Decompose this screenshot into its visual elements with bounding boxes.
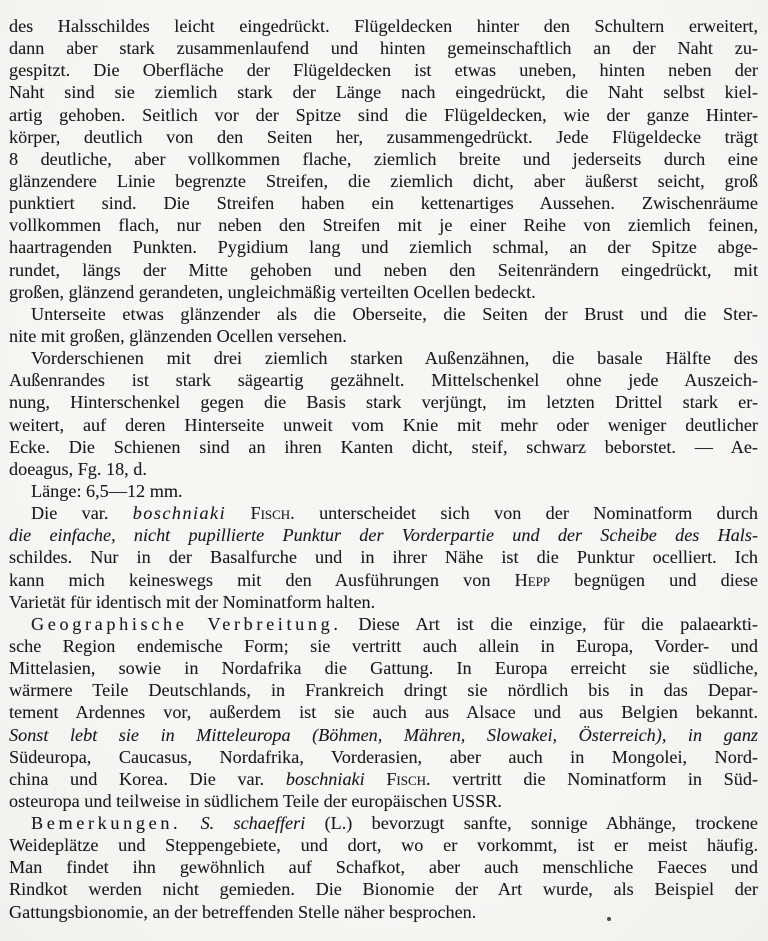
- text-segment: nung, Hinterschenkel gegen die Basis stark verjüngt, im letzten Drittel stark er-: [9, 392, 758, 413]
- text-segment: Mittelasien, sowie in Nordafrika die Gattung. In Europa erreicht sie südliche,: [9, 658, 758, 679]
- ink-speck: [607, 917, 611, 921]
- text-segment: vertritt die Nominatform in Süd-: [430, 768, 758, 789]
- text-segment: sche Region endemische Form; sie vertritt auch allein in Europa, Vorder- und: [9, 635, 758, 656]
- text-line: [9, 856, 758, 878]
- text-segment: [365, 769, 387, 789]
- text-line: [9, 104, 758, 126]
- text-line: [9, 192, 758, 214]
- text-segment: Vorderschienen mit drei ziemlich starken Außenzähnen, die basale Hälfte des: [31, 348, 758, 369]
- text-line: [9, 59, 758, 81]
- text-line: [9, 502, 758, 524]
- text-segment: weitert, auf deren Hinterseite unweit vom Knie mit mehr oder weniger deutlicher: [9, 414, 758, 435]
- text-line: [9, 81, 758, 103]
- text-line: [9, 901, 758, 923]
- paragraph: [9, 812, 758, 923]
- paragraph: [9, 480, 758, 502]
- text-segment: Bemerkungen.: [31, 813, 182, 834]
- text-line: [9, 458, 758, 480]
- text-line: [9, 37, 758, 59]
- paragraph: [9, 303, 758, 347]
- text-segment: Man findet ihn gewöhnlich auf Schafkot, aber auch menschliche Faeces und: [9, 857, 758, 878]
- text-segment: Diese Art ist die einzige, für die palaearkti-: [341, 613, 758, 634]
- text-line: [9, 657, 758, 679]
- text-segment: Varietät für identisch mit der Nominatform halten.: [9, 591, 376, 612]
- text-segment: dann aber stark zusammenlaufend und hinten gemeinschaftlich an der Naht zu-: [9, 38, 758, 59]
- text-line: [9, 480, 758, 502]
- text-line: [9, 126, 758, 148]
- text-line: [9, 414, 758, 436]
- text-line: [9, 170, 758, 192]
- text-segment: Sonst lebt sie in Mitteleuropa (Böhmen, Mähren, Slowakei, Österreich), in ganz: [9, 724, 758, 745]
- text-line: [9, 15, 758, 37]
- text-segment: begnügen und diese: [550, 569, 758, 590]
- text-segment: china und Korea. Die var.: [9, 768, 286, 789]
- text-segment: schildes. Nur in der Basalfurche und in ihrer Nähe ist die Punktur ocelliert. Ich: [9, 547, 758, 568]
- text-segment: rundet, längs der Mitte gehoben und neben den Seitenrändern eingedrückt, mit: [9, 259, 758, 280]
- text-segment: boschniaki: [285, 768, 365, 789]
- text-line: [9, 369, 758, 391]
- document-text: [9, 15, 758, 923]
- text-line: [9, 391, 758, 413]
- text-segment: Fisch.: [386, 768, 431, 789]
- text-segment: Die var.: [31, 503, 133, 524]
- text-line: [9, 724, 758, 746]
- text-line: [9, 347, 758, 369]
- text-segment: unterscheidet sich von der Nominatform durch: [294, 503, 758, 524]
- text-segment: Südeuropa, Caucasus, Nordafrika, Vorderasien, aber auch in Mongolei, Nord-: [9, 746, 758, 767]
- text-segment: Gattungsbionomie, an der betreffenden Stelle näher besprochen.: [9, 901, 477, 922]
- text-segment: Naht sind sie ziemlich stark der Länge nach eingedrückt, die Naht selbst kiel-: [9, 82, 758, 103]
- text-line: [9, 768, 758, 790]
- text-line: [9, 148, 758, 170]
- paragraph: [9, 15, 758, 303]
- text-segment: glänzendere Linie begrenzte Streifen, die ziemlich dicht, aber äußerst seicht, groß: [9, 170, 758, 191]
- text-segment: Fisch.: [250, 503, 295, 524]
- text-segment: gespitzt. Die Oberfläche der Flügeldecken ist etwas uneben, hinten neben der: [9, 60, 758, 81]
- text-segment: [226, 503, 250, 523]
- text-segment: Länge: 6,5—12 mm.: [31, 480, 183, 501]
- text-segment: die einfache, nicht pupillierte Punktur der Vorderpartie und der Scheibe des Hals-: [9, 525, 758, 546]
- text-segment: (L.) bevorzugt sanfte, sonnige Abhänge, trockene: [305, 813, 758, 834]
- text-segment: [181, 813, 200, 833]
- text-segment: Ecke. Die Schienen sind an ihren Kanten dicht, steif, schwarz beborstet. — Ae-: [9, 436, 758, 457]
- text-segment: 8 deutliche, aber vollkommen flache, ziemlich breite und jederseits durch eine: [9, 148, 758, 169]
- text-segment: Hepp: [514, 569, 551, 590]
- text-line: [9, 679, 758, 701]
- paragraph: [9, 347, 758, 480]
- text-segment: wärmere Teile Deutschlands, in Frankreich dringt sie nördlich bis in das Depar-: [9, 680, 758, 701]
- text-segment: tement Ardennes vor, außerdem ist sie auch aus Alsace und aus Belgien bekannt.: [9, 702, 758, 723]
- text-segment: kann mich keineswegs mit den Ausführungen von: [9, 569, 515, 590]
- text-line: [9, 569, 758, 591]
- text-segment: Rindkot werden nicht gemieden. Die Bionomie der Art wurde, als Beispiel der: [9, 879, 758, 900]
- text-line: [9, 281, 758, 303]
- text-line: [9, 591, 758, 613]
- text-line: [9, 546, 758, 568]
- text-segment: Geographische Verbreitung.: [31, 613, 342, 634]
- text-line: [9, 613, 758, 635]
- paragraph: [9, 613, 758, 812]
- text-line: [9, 236, 758, 258]
- text-segment: vollkommen flach, nur neben den Streifen mit je einer Reihe von ziemlich feinen,: [9, 215, 758, 236]
- text-segment: haartragenden Punkten. Pygidium lang und ziemlich schmal, an der Spitze abge-: [9, 237, 758, 258]
- text-line: [9, 701, 758, 723]
- text-segment: S. schaefferi: [200, 813, 306, 834]
- text-segment: punktiert sind. Die Streifen haben ein kettenartiges Aussehen. Zwischenräume: [9, 193, 758, 214]
- text-segment: artig gehoben. Seitlich vor der Spitze sind die Flügeldecken, wie der ganze Hinter-: [9, 104, 758, 125]
- text-line: [9, 325, 758, 347]
- text-line: [9, 812, 758, 834]
- text-line: [9, 214, 758, 236]
- text-line: [9, 878, 758, 900]
- paragraph: [9, 502, 758, 613]
- text-segment: Weideplätze und Steppengebiete, und dort, wo er vorkommt, ist er meist häufig.: [9, 835, 758, 856]
- text-line: [9, 436, 758, 458]
- text-line: [9, 790, 758, 812]
- text-line: [9, 259, 758, 281]
- text-segment: osteuropa und teilweise in südlichem Teile der europäischen USSR.: [9, 790, 502, 811]
- text-segment: nite mit großen, glänzenden Ocellen versehen.: [9, 325, 347, 346]
- text-segment: boschniaki: [132, 503, 227, 524]
- text-line: [9, 524, 758, 546]
- text-segment: großen, glänzend gerandeten, ungleichmäßig verteilten Ocellen bedeckt.: [9, 281, 536, 302]
- text-segment: körper, deutlich von den Seiten her, zusammengedrückt. Jede Flügeldecke trägt: [9, 126, 758, 147]
- text-line: [9, 834, 758, 856]
- text-line: [9, 635, 758, 657]
- text-segment: doeagus, Fg. 18, d.: [9, 458, 147, 479]
- text-segment: Außenrandes ist stark sägeartig gezähnelt. Mittelschenkel ohne jede Auszeich-: [9, 370, 758, 391]
- text-line: [9, 746, 758, 768]
- text-segment: des Halsschildes leicht eingedrückt. Flügeldecken hinter den Schultern erweitert,: [9, 16, 758, 36]
- text-segment: Unterseite etwas glänzender als die Oberseite, die Seiten der Brust und die Ster-: [31, 303, 758, 324]
- text-line: [9, 303, 758, 325]
